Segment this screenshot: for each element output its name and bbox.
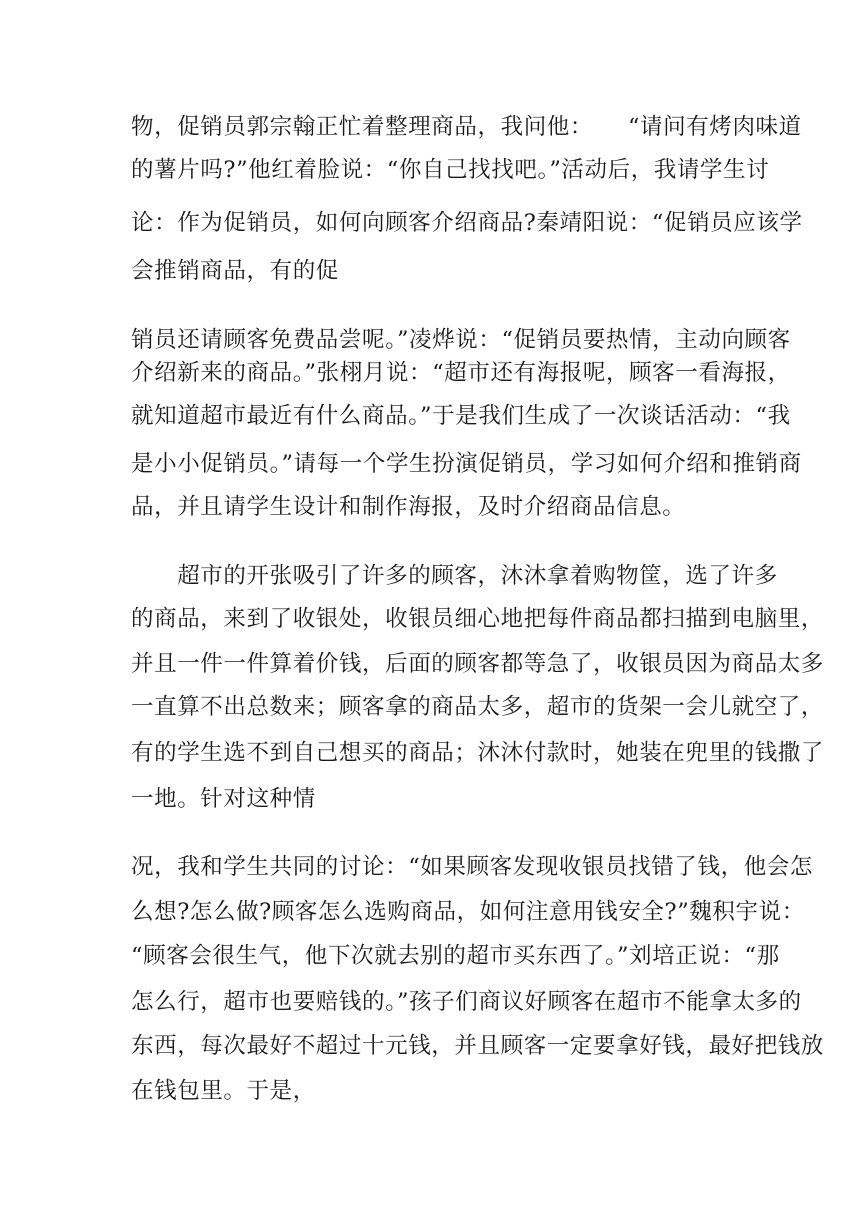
text-line: 并且一件一件算着价钱，后面的顾客都等急了，收银员因为商品太多 xyxy=(131,651,825,677)
text-line: 品，并且请学生设计和制作海报，及时介绍商品信息。 xyxy=(131,494,686,520)
text-line: 况，我和学生共同的讨论：“如果顾客发现收银员找错了钱，他会怎 xyxy=(131,854,814,880)
text-line: 东西，每次最好不超过十元钱，并且顾客一定要拿好钱，最好把钱放 xyxy=(131,1033,825,1059)
text-line: 的商品，来到了收银处，收银员细心地把每件商品都扫描到电脑里， xyxy=(131,606,825,632)
text-line: 会推销商品，有的促 xyxy=(131,258,339,284)
text-line: 超市的开张吸引了许多的顾客，沐沐拿着购物筐，选了许多 xyxy=(131,563,778,589)
text-line: “顾客会很生气，他下次就去别的超市买东西了。”刘培正说：“那 xyxy=(131,943,780,969)
text-line: 的薯片吗?”他红着脸说：“你自己找找吧。”活动后，我请学生讨 xyxy=(131,157,770,183)
text-line: 论：作为促销员，如何向顾客介绍商品?秦靖阳说：“促销员应该学 xyxy=(131,210,803,236)
text-line: 一直算不出总数来；顾客拿的商品太多，超市的货架一会儿就空了， xyxy=(131,694,825,720)
text-line: 一地。针对这种情 xyxy=(131,786,316,812)
text-line: 在钱包里。于是， xyxy=(131,1078,316,1104)
text-line: 是小小促销员。”请每一个学生扮演促销员，学习如何介绍和推销商 xyxy=(131,451,802,477)
text-line: 销员还请顾客免费品尝呢。”凌烨说：“促销员要热情，主动向顾客 xyxy=(131,327,791,353)
text-line: 就知道超市最近有什么商品。”于是我们生成了一次谈话活动：“我 xyxy=(131,403,791,429)
text-line: 介绍新来的商品。”张栩月说：“超市还有海报呢，顾客一看海报， xyxy=(131,360,791,386)
text-line: 物，促销员郭宗翰正忙着整理商品，我问他： “请问有烤肉味道 xyxy=(131,114,802,140)
text-line: 么想?怎么做?顾客怎么选购商品，如何注意用钱安全?”魏积宇说： xyxy=(131,899,805,925)
text-line: 有的学生选不到自己想买的商品；沐沐付款时，她装在兜里的钱撒了 xyxy=(131,740,825,766)
text-line: 怎么行，超市也要赔钱的。”孩子们商议好顾客在超市不能拿太多的 xyxy=(131,989,802,1015)
